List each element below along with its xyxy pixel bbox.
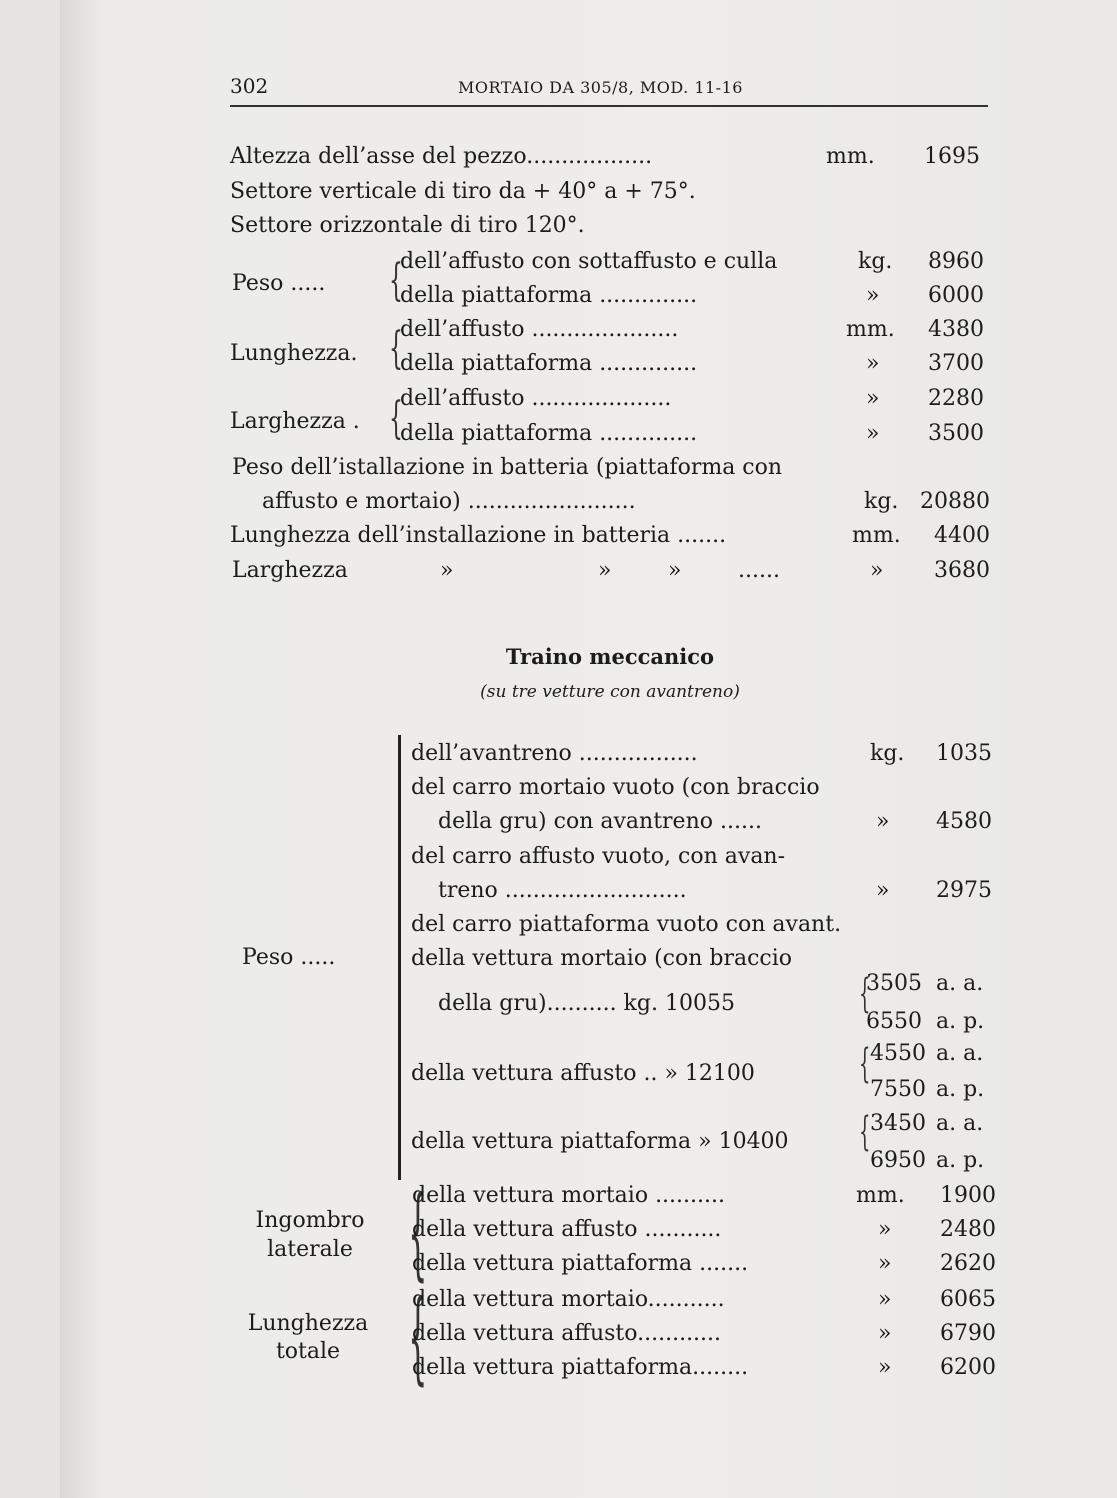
larghezza-brace: { xyxy=(389,393,403,444)
vettura-affusto-brace: { xyxy=(858,1041,871,1087)
larghezza-row-1-text: dell’affusto .................... xyxy=(400,386,672,411)
vettura-piattaforma-aa: 3450 xyxy=(870,1111,926,1136)
vettura-mortaio-brace: { xyxy=(858,971,871,1017)
peso-istallazione-value: 20880 xyxy=(920,489,990,514)
vettura-piattaforma-text: della vettura piattaforma » 10400 xyxy=(411,1129,789,1154)
peso-istallazione-line-2: affusto e mortaio) ........................ xyxy=(262,489,636,514)
ditto-mark-3: » xyxy=(668,558,682,583)
vettura-piattaforma-ap-label: a. p. xyxy=(936,1148,985,1173)
vettura-mortaio-ap: 6550 xyxy=(866,1009,922,1034)
larghezza-installazione-unit: » xyxy=(870,558,884,583)
ingombro-row-3-unit: » xyxy=(878,1251,892,1276)
larghezza-row-2-unit: » xyxy=(866,421,880,446)
traino-peso-bracket xyxy=(398,735,401,1180)
ingombro-row-2-value: 2480 xyxy=(940,1217,996,1242)
ditto-mark-2: » xyxy=(598,558,612,583)
ingombro-row-3-text: della vettura piattaforma ....... xyxy=(412,1251,749,1276)
traino-row-2-text: del carro mortaio vuoto (con braccio xyxy=(411,775,820,800)
header-rule xyxy=(230,105,988,107)
altezza-value: 1695 xyxy=(924,144,980,169)
lunghezza-row-2-text: della piattaforma .............. xyxy=(400,351,698,376)
traino-row-1-unit: kg. xyxy=(870,741,905,766)
lunghezza-totale-row-1-unit: » xyxy=(878,1287,892,1312)
vettura-mortaio-text: della gru).......... kg. 10055 xyxy=(438,991,735,1016)
lunghezza-totale-row-2-text: della vettura affusto............ xyxy=(412,1321,722,1346)
vettura-affusto-text: della vettura affusto .. » 12100 xyxy=(411,1061,755,1086)
lunghezza-totale-row-1-value: 6065 xyxy=(940,1287,996,1312)
lunghezza-label: Lunghezza. xyxy=(230,341,358,366)
traino-row-3-value: 4580 xyxy=(936,809,992,834)
altezza-label: Altezza dell’asse del pezzo.................. xyxy=(230,144,653,169)
traino-row-5-value: 2975 xyxy=(936,878,992,903)
lunghezza-totale-row-1-text: della vettura mortaio........... xyxy=(412,1287,725,1312)
ingombro-row-1-value: 1900 xyxy=(940,1183,996,1208)
lunghezza-installazione-value: 4400 xyxy=(934,523,990,548)
lunghezza-row-2-value: 3700 xyxy=(928,351,984,376)
vettura-piattaforma-ap: 6950 xyxy=(870,1148,926,1173)
larghezza-row-1-unit: » xyxy=(866,386,880,411)
section-subtitle: (su tre vetture con avantreno) xyxy=(480,682,740,702)
peso-istallazione-unit: kg. xyxy=(864,489,899,514)
ingombro-row-2-unit: » xyxy=(878,1217,892,1242)
running-title: MORTAIO DA 305/8, MOD. 11-16 xyxy=(458,78,743,97)
lunghezza-totale-row-3-value: 6200 xyxy=(940,1355,996,1380)
traino-row-7-text: della vettura mortaio (con braccio xyxy=(411,946,793,971)
larghezza-label: Larghezza . xyxy=(230,409,360,434)
settore-orizzontale: Settore orizzontale di tiro 120°. xyxy=(230,213,585,238)
traino-row-5-text: treno .......................... xyxy=(438,878,687,903)
traino-row-6-text: del carro piattaforma vuoto con avant. xyxy=(411,912,842,937)
traino-row-1-value: 1035 xyxy=(936,741,992,766)
vettura-affusto-aa: 4550 xyxy=(870,1041,926,1066)
larghezza-installazione-value: 3680 xyxy=(934,558,990,583)
traino-row-5-unit: » xyxy=(876,878,890,903)
larghezza-row-2-value: 3500 xyxy=(928,421,984,446)
peso-row-1-value: 8960 xyxy=(928,249,984,274)
lunghezza-row-1-unit: mm. xyxy=(846,317,895,342)
lunghezza-totale-row-3-unit: » xyxy=(878,1355,892,1380)
peso-row-1-text: dell’affusto con sottaffusto e culla xyxy=(400,249,778,274)
peso-label: Peso ..... xyxy=(232,271,326,296)
vettura-mortaio-ap-label: a. p. xyxy=(936,1009,985,1034)
vettura-affusto-ap: 7550 xyxy=(870,1077,926,1102)
vettura-mortaio-aa: 3505 xyxy=(866,971,922,996)
lunghezza-totale-row-2-value: 6790 xyxy=(940,1321,996,1346)
larghezza-installazione-label: Larghezza xyxy=(232,558,348,583)
vettura-affusto-ap-label: a. p. xyxy=(936,1077,985,1102)
page-number: 302 xyxy=(230,74,269,98)
lunghezza-row-2-unit: » xyxy=(866,351,880,376)
lunghezza-totale-row-3-text: della vettura piattaforma........ xyxy=(412,1355,749,1380)
ingombro-row-2-text: della vettura affusto ........... xyxy=(412,1217,722,1242)
traino-row-4-text: del carro affusto vuoto, con avan- xyxy=(411,844,786,869)
lunghezza-installazione-unit: mm. xyxy=(852,523,901,548)
altezza-unit: mm. xyxy=(826,144,875,169)
lunghezza-totale-row-2-unit: » xyxy=(878,1321,892,1346)
vettura-affusto-aa-label: a. a. xyxy=(936,1041,984,1066)
ingombro-label-1: Ingombro xyxy=(255,1208,365,1233)
lunghezza-row-1-text: dell’affusto ..................... xyxy=(400,317,679,342)
ingombro-row-1-text: della vettura mortaio .......... xyxy=(412,1183,725,1208)
peso-row-2-value: 6000 xyxy=(928,283,984,308)
lunghezza-totale-brace: { xyxy=(408,1278,428,1395)
peso-istallazione-line-1: Peso dell’istallazione in batteria (piattaforma con xyxy=(232,455,783,480)
settore-verticale: Settore verticale di tiro da + 40° a + 75°. xyxy=(230,179,696,204)
peso-row-2-unit: » xyxy=(866,283,880,308)
peso-row-2-text: della piattaforma .............. xyxy=(400,283,698,308)
lunghezza-brace: { xyxy=(389,323,403,374)
lunghezza-totale-label-1: Lunghezza xyxy=(247,1311,369,1336)
ingombro-row-3-value: 2620 xyxy=(940,1251,996,1276)
ingombro-brace: { xyxy=(408,1174,428,1291)
traino-row-3-unit: » xyxy=(876,809,890,834)
ditto-mark-1: » xyxy=(440,558,454,583)
traino-row-3-text: della gru) con avantreno ...... xyxy=(438,809,762,834)
peso-brace: { xyxy=(389,255,403,306)
section-title: Traino meccanico xyxy=(505,644,715,669)
vettura-mortaio-aa-label: a. a. xyxy=(936,971,984,996)
ingombro-row-1-unit: mm. xyxy=(856,1183,905,1208)
larghezza-installazione-dots: ...... xyxy=(738,558,780,583)
lunghezza-totale-label-2: totale xyxy=(275,1339,341,1364)
larghezza-row-1-value: 2280 xyxy=(928,386,984,411)
larghezza-row-2-text: della piattaforma .............. xyxy=(400,421,698,446)
traino-peso-label: Peso ..... xyxy=(242,945,336,970)
vettura-piattaforma-brace: { xyxy=(858,1109,871,1155)
lunghezza-row-1-value: 4380 xyxy=(928,317,984,342)
lunghezza-installazione-text: Lunghezza dell’installazione in batteria ....... xyxy=(230,523,727,548)
ingombro-label-2: laterale xyxy=(267,1237,353,1262)
peso-row-1-unit: kg. xyxy=(858,249,893,274)
traino-row-1-text: dell’avantreno ................. xyxy=(411,741,698,766)
vettura-piattaforma-aa-label: a. a. xyxy=(936,1111,984,1136)
